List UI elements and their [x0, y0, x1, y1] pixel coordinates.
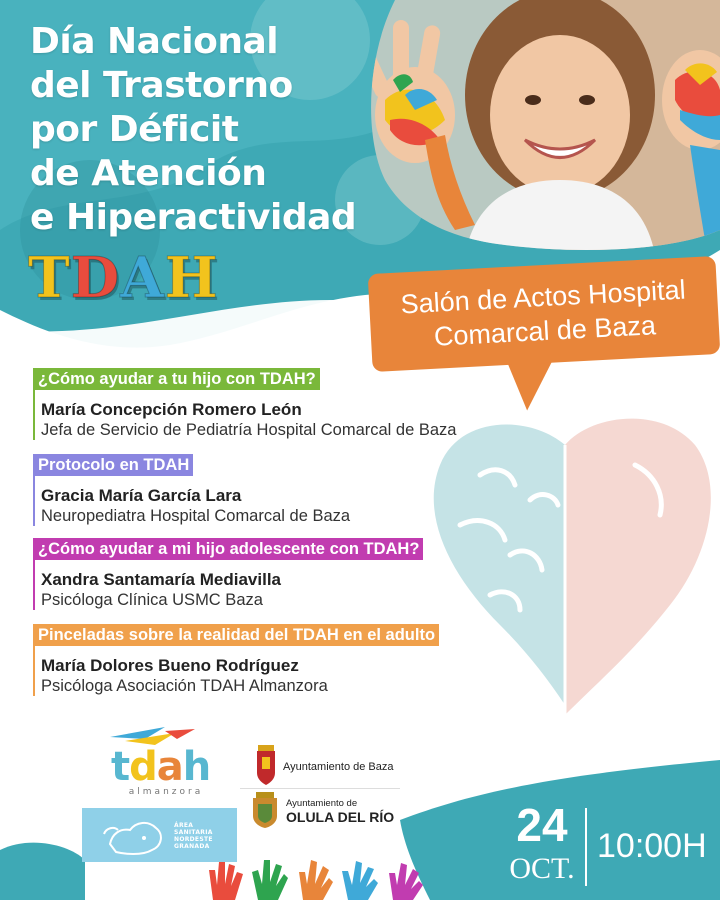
tdah-letter-t: T — [28, 245, 71, 311]
venue-line: Comarcal de Baza — [433, 310, 657, 352]
tdah-letter-a: A — [120, 245, 165, 311]
speaker-role: Jefa de Servicio de Pediatría Hospital Comarcal de Baza — [41, 421, 457, 439]
baza-logo-text: Ayuntamiento de Baza — [283, 761, 394, 773]
baza-coat-of-arms-icon — [255, 745, 277, 785]
event-month: OCT. — [509, 852, 575, 885]
tdah-logo-letter: h — [182, 744, 211, 790]
olula-logo-small-text: Ayuntamiento de — [286, 798, 358, 809]
tdah-colorful-word — [28, 245, 219, 311]
speaker-name: María Concepción Romero León — [41, 400, 302, 419]
tdah-logo-word — [111, 745, 210, 789]
tdah-logo-letter: d — [129, 744, 157, 790]
title-line: e Hiperactividad — [30, 197, 357, 238]
venue-speech-bubble — [368, 256, 720, 372]
photo-girl-painted-hands — [345, 0, 720, 255]
title-line: por Déficit — [30, 109, 239, 150]
ayuntamiento-baza-logo — [255, 745, 415, 785]
tdah-logo-letter: t — [111, 744, 130, 790]
date-divider — [585, 808, 587, 886]
speaker-name: Xandra Santamaría Mediavilla — [41, 570, 281, 589]
olula-del-rio-logo — [250, 792, 410, 830]
olula-logo-big-text: OLULA DEL RÍO — [286, 809, 395, 825]
area-logo-line: NORDESTE — [174, 836, 213, 843]
area-logo-line: SANITARIA — [174, 829, 213, 836]
talk-item — [33, 624, 533, 696]
talk-item — [33, 454, 533, 526]
tdah-letter-d: D — [70, 245, 121, 311]
tdah-almanzora-logo — [105, 725, 225, 800]
area-logo-line: ÁREA — [174, 822, 194, 829]
speaker-role: Psicóloga Asociación TDAH Almanzora — [41, 677, 328, 695]
event-time: 10:00H — [597, 827, 707, 865]
title-line: del Trastorno — [30, 65, 293, 106]
speaker-role: Neuropediatra Hospital Comarcal de Baza — [41, 507, 351, 525]
speaker-name: María Dolores Bueno Rodríguez — [41, 656, 299, 675]
talk-topic: Pinceladas sobre la realidad del TDAH en el adulto — [35, 624, 439, 646]
talk-item — [33, 368, 533, 440]
speaker-role: Psicóloga Clínica USMC Baza — [41, 591, 263, 609]
olula-coat-of-arms-icon — [250, 792, 280, 828]
event-title — [30, 20, 380, 240]
tdah-logo-subtitle: almanzora — [128, 787, 204, 797]
talk-topic: ¿Cómo ayudar a mi hijo adolescente con TDAH? — [35, 538, 423, 560]
area-map-icon — [100, 814, 170, 858]
area-sanitaria-logo — [82, 808, 237, 862]
title-line: de Atención — [30, 153, 267, 194]
talk-item — [33, 538, 533, 610]
tdah-letter-h: H — [164, 245, 219, 311]
logo-divider — [240, 788, 400, 789]
talk-topic: Protocolo en TDAH — [35, 454, 193, 476]
painted-hands-decoration — [198, 855, 438, 900]
talk-topic: ¿Cómo ayudar a tu hijo con TDAH? — [35, 368, 320, 390]
area-logo-line: GRANADA — [174, 843, 210, 850]
title-line: Día Nacional — [30, 21, 279, 62]
speaker-name: Gracia María García Lara — [41, 486, 242, 505]
area-logo-text — [174, 822, 213, 850]
tdah-logo-letter: a — [156, 744, 183, 790]
venue-line: Salón de Actos Hospital — [399, 274, 687, 320]
event-day: 24 — [516, 799, 568, 851]
